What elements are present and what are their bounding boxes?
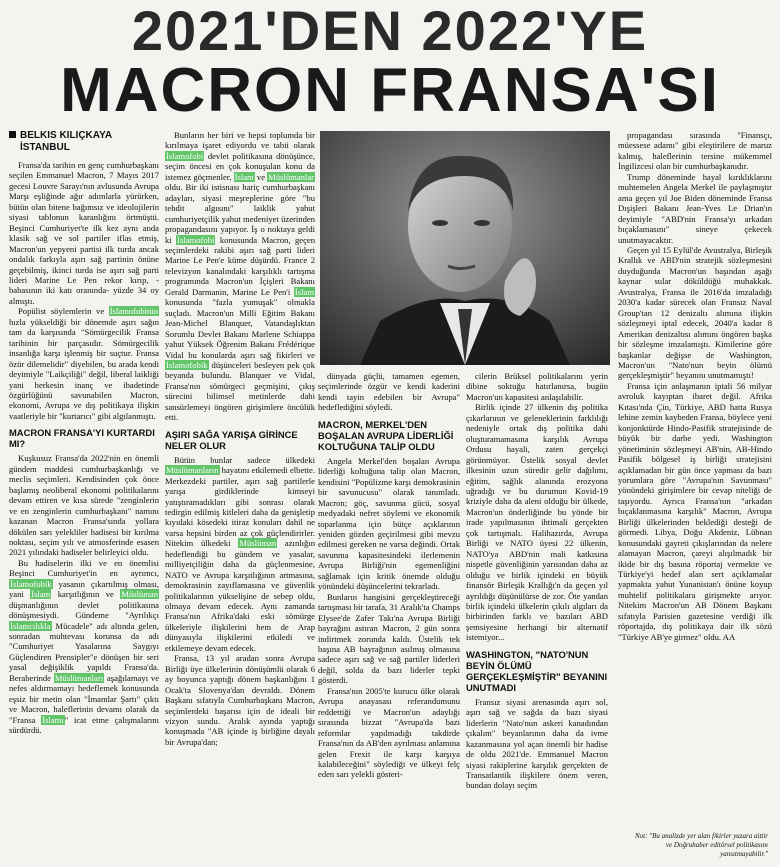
- paragraph: propagandası sırasında "Finansçı, müessese adamı" gibi eleştirilere de maruz kalmış, haleflerinin tersine mükemmel İngilizcesi olan bir cumhurbaşkanıdır.: [618, 130, 772, 172]
- author-city: İSTANBUL: [20, 142, 70, 153]
- paragraph: Trump döneminde hayal kırıklıklarını muhtemelen Angela Merkel ile paylaşmıştır ama geçen yıl Joe Biden döneminde Fransa Dışişleri Bakanı Jean-Yves Le Drian'ın deyimiyle "ABD'nin Fransa'yı arkadan bıçaklamasını" sineye çekecek unutmayacaktır.: [618, 171, 772, 245]
- paragraph: Bunların hangisini gerçekleştireceği tartışması bir tarafa, 31 Aralık'ta Champs Elysee'de Zafer Takı'na Avrupa Birliği bayrağını astıran Macron, 2 gün sonra indirtmek zorunda kaldı. Üstelik tek başına AB bayrağının asılmış olmasına sadece aşırı sağ ve sağ partiler liderleri değil, solda da bazı liderler tepki gösterdi.: [318, 591, 460, 686]
- highlight: İslamı: [42, 714, 64, 725]
- paragraph: cilerin Brüksel politikalarını yerin dibine soktuğu hatırlanırsa, bugün Macron'un kapasitesi anlaşılabilir.: [466, 371, 608, 402]
- paragraph: Bu hadiselerin ilki ve en önemlisi Beşinci Cumhuriyet'in en ayrımcı, İslamofobik yasanın çıkartılmış olması, yani İslam karşıtlığının ve Müslüman düşmanlığının devlet politikasına dönüşmesiydi. Gündeme "Ayrılıkçı İslamcılıkla Mücadele" adı altında gelen, sonradan muhtevası korunsa da adı "Cumhuriyet Yasalarına Saygıyı Güçlendiren Prensipler"e dönüşen bir seri yasal değişiklik yapıldı Fransa'da. Beraberinde Müslümanları aşağılamayı ve nefes aldırmamayı hedeflemek konusunda eşsiz bir metin olan "İmamlar Şartı" çıktı ve Macron, haleflerinin devamı olarak da "Fransa İslamı" icat etme çalışmalarını sürdürdü.: [9, 557, 160, 736]
- highlight: İslamofobi: [166, 150, 204, 161]
- macron-photo: [320, 131, 610, 365]
- portrait-illustration: [320, 131, 610, 365]
- paragraph: Fransa, 13 yıl aradan sonra Avrupa Birliği üye ülkelerinin dönüşümlü olarak 6 ay boyunca yaptığı dönem başkanlığını 1 Ocak'ta Slovenya'dan devraldı. Dönem Başkanı sıfatıyla Cumhurbaşkanı Macron, seçimlerdeki başarısı için de ideali bir vizyon sundu. Aralık ayında yaptığı konuşmada "AB içinde iş birliğine dayalı bir Avrupa'dan;: [165, 653, 315, 747]
- paragraph: Fransız siyasi arenasında aşırı sol, aşırı sağ ve sağda da bazı siyasi liderlerin "Nato'nun askeri kanadından çıkalım" beyanlarının daha da ivme kazanmasına yol açan önemli bir hadise de oldu 2021'de. Emmanuel Macron siyasi rakiplerine karşılık gerçekten de Transatlantik ilişkilere önem veren, bundan dolayı seçim: [466, 696, 608, 791]
- paragraph: Popülist söylemlerin ve İslamofobinin hızla yükseldiği bir dönemde aşırı sağın tam da karşısında "Sömürgecilik Fransa tarihinin bir parçasıdır. Sömürgecilik insanlığa karşı işlenmiş bir suçtur. Fransa özür dilemelidir" diyebilen, bu arada kendi deyimiyle "Laikçiliği" değil, liberal laikliği yani herkesin inanç ve ibadetinde özgürlüğünü savunabilen Macron, ekonomi, Avrupa ve dış politikaya ilişkin vaatleriyle bir "kurtarıcı" gibi algılanmıştı.: [9, 306, 159, 421]
- paragraph: Birlik içinde 27 ülkenin dış politika çıkarlarının ve geleneklerinin farklılığı nedeniyle ortak dış politika dahi oluşturamamasına karşılık Avrupa Ordusu hayali, zaten gerçekçi görünmüyor. Üstelik sosyal devlet ilkesinin uzun süredir gelir dağılımı, eğitim, sağlık alanında erozyona uğradığı ve bu durumun Kovid-19 kriziyle daha da aleni olduğu bir ülkede, Macron'un önderliğinde bu yönde bir irade yapılmasının ihtimali gerçekten çok tartışmalı. Halihazırda, Avrupa Birliği ve NATO üyesi 22 ülkenin, NATO'ya ABD'nin mali katkısına nispetle güvenliğinin yarısından daha az olduğu ve birlik içindeki en büyük finansör Birleşik Krallığı'n da geçen yıl ayrıldığı düşünülürse de zor. Öte yandan birlik içindeki ülkelerin çıkılı algıları da birbirinden farklı ve bazıları ABD şemsiyesine herhangi bir alternatif istemiyor...: [466, 402, 608, 643]
- byline: [9, 130, 159, 154]
- column-3: [318, 371, 460, 780]
- highlight: Müslüman: [121, 589, 158, 600]
- highlight: İslam: [234, 171, 254, 182]
- author-name: BELKIS KILIÇKAYA: [20, 130, 113, 141]
- column-1: [9, 130, 159, 736]
- paragraph: Fransa için anlaşmanın iptali 56 milyar avroluk kayıptan ibaret değil. Afrika Kıtası'nda Çin, Türkiye, ABD hatta Rusya lehine zemin kaybeden Fransa, böylece yeni konjonktürde Hindo-Pasifik stratejisinde de büyük bir darbe yedi. Washington yönetiminin sözleşmeyi AB'nin, AB-Hindo Pasifik bölgesel iş birliği stratejisini açıklamadan bir gün önce yapması da bazı yorumlara göre "Avrupa'nın Savunması" yönündeki girişimlere bir cevap niteliği de taşıyordu. Ayrıca Fransa'nın "arkadan bıçaklanmasına karşılık" Macron, Avrupa Birliği ülkelerinden beklediği desteği de görmedi. Libya, Doğu Akdeniz, Lübnan konusundaki gayreti çıkışlarından da nelere alamayan Macron, çareyi alışılmadık bir ikide bir dış basına röportaj vermekte ve Türkiye'yi hedef alan sert açıklamalar yapmakta yahut Yunanistan'ı önüne koyup muhtelif politikalara girişmekte arıyor. Nitekim Macron'un AB Dönem Başkanı sıfatıyla Parisien gazetesine verdiği ilk röportajda, dış politikaya dair ilk sözü "Türkiye AB'ye girmez" oldu. AA: [618, 380, 772, 642]
- paragraph: Fransa'nın 2005'te kurucu ülke olarak Avrupa anayasası referandumunu reddettiği ve Macron'un adaylığı sırasında bizzat "Avrupa'da bazı reformlar yapılmadığı takdirde Fransa'nın da AB'den ayrılması anlamına gelen Frexit ile karşı karşıya kalabileceğini" söylediği ve ülkeyi felç eden sarı yelekli gösteri-: [318, 685, 460, 780]
- headline-line-2: MACRON FRANSA'SI: [60, 56, 720, 125]
- subheading: MACRON FRANSA'YI KURTARDI MI?: [9, 427, 155, 450]
- subheading: WASHINGTON, "NATO'NUN BEYİN ÖLÜMÜ GERÇEKLEŞMİŞTİR" BEYANINI UNUTMADI: [466, 648, 608, 693]
- highlight: Müslüman: [239, 538, 277, 549]
- paragraph: Angela Merkel'den boşalan Avrupa liderliği koltuğuna talip olan Macron, kendisini "Popülizme karşı demokrasinin bir savunucusu" olarak tanımladı. Macron; göç, savunma gücü, sosyal medyadaki nefret söylemi ve ekonomik toparlanma için bütçe açıklarının yeniden gözden geçirilmesi gibi mevzu edilmesi gereken ne varsa değindi. Ortak savunma kapasitesindeki ilerlemenin Avrupa Birliği'nin egemenliğini sağlamak için kritik önemde olduğu yönündeki düşüncelerini tekrarladı.: [318, 455, 460, 592]
- column-5: [618, 130, 772, 642]
- highlight: Müslümanların: [166, 465, 219, 476]
- highlight: Müslümanlar: [268, 171, 314, 182]
- highlight: İslamofobik: [166, 359, 208, 370]
- paragraph: dünyada güçlü, tamamen egemen, seçimlerinde özgür ve kendi kaderini kendi tayin edebilen bir Avrupa" hedeflediğini söyledi.: [318, 371, 460, 413]
- paragraph: Bunların her biri ve hepsi toplumda bir kırılmaya işaret ediyordu ve tabii olarak İslamofobi devlet politikasına dönüşünce, seçim öncesi en çok konuşulan konu da istemez göçmenler, İslam ve Müslümanlar oldu. Bir iki istisnası hariç cumhurbaşkanı adayları, siyasi meşreplerine göre "bu tehdit algısını" laiklik yahut cumhuriyetçilik yahut medeniyet üzerinden propagandasını yapıyor. İş o noktaya geldi ki İslamofobi konusunda Macron, geçen seçimlerdeki rakibi aşırı sağ parti lideri Marine Le Pen'e küme düşürdü. France 2 televizyon kanalındaki karşılıklı tartışma programında Macron'un İçişleri Bakanı Gerald Darmanin, Marine Le Pen'i İslam konusunda "fazla yumuşak" olmakla suçladı. Macron'un Milli Eğitim Bakanı Jean-Michel Blanquer, Vatandaşlıktan Sorumlu Devlet Bakanı Marlene Schiappa yahut Yüksek Öğrenim Bakanı Frédérique Vidal bu konularda aşırı sağ fikirleri ve İslamofobik düşünceleri besleyen pek çok beyanda bulundu. Blanquer ve Vidal, Fransa'nın sömürgeci geçmişini, çıkış sürecini bilimsel metinlerde dahi sansürlemeyi öngören girişimlere öncülük etti.: [165, 130, 315, 423]
- paragraph: Fransa'da tarihin en genç cumhurbaşkanı seçilen Emmanuel Macron, 7 Mayıs 2017 gecesi Louvre Sarayı'nın avlusunda Avrupa Marşı eşliğinde ağır adımlarla yürürken, bütün olan bitene bağımsız ve ideolojilerin siyasi tablonun karanlığını örtmüştü. Beşinci Cumhuriyet'te ilk kez aynı anda klasik sağ ve sol partiler iflas etmiş, Macron'un yepyeni partisi ilk turda ancak ondalık farkıyla aşırı sağ partinin önüne geçebilmiş, ikinci turda ise aşırı sağ parti lideri Marine Le Pen rekor kırıp, -babasının iki katı oranında- yüzde 34 oy almıştı.: [9, 160, 159, 306]
- editorial-note: Not: "Bu analizde yer alan fikirler yazara aittir ve Doğruhaber editörsel politikasını yansıtmayabilir.": [634, 832, 768, 858]
- highlight: Müslümanları: [54, 672, 104, 683]
- highlight: İslamofobinin: [109, 306, 158, 317]
- highlight: İslam: [31, 589, 51, 600]
- subheading: AŞIRI SAĞA YARIŞA GİRİNCE NELER OLUR: [165, 428, 298, 451]
- column-4: [466, 371, 608, 791]
- highlight: İslam: [294, 286, 314, 297]
- headline-line-1: 2021'DEN 2022'YE: [131, 0, 649, 62]
- highlight: İslamofobi: [177, 234, 215, 245]
- subheading: MACRON, MERKEL'DEN BOŞALAN AVRUPA LİDERLİĞİ KOLTUĞUNA TALİP OLDU: [318, 418, 454, 452]
- highlight: İslamcılıkla: [10, 620, 51, 631]
- paragraph: Kuşkusuz Fransa'da 2022'nin en önemli gündem maddesi cumhurbaşkanlığı ve meclis seçimleri. Kendisinden çok önce başlamış neoliberal ekonomi politikalarını devam ettiren ve kısa sürede "zenginlerin ve en zenginlerin cumhurbaşkanı" namını kazanan Macron Fransa'sında yollara dökülen sarı yelekliler hadisesi bir kırılma noktası, seçim yılı ve atmosferinde esasen 2021 yılındaki hadiseler belirleyici oldu.: [9, 453, 159, 558]
- byline-square-icon: [9, 131, 16, 138]
- paragraph: Bütün bunlar sadece ülkedeki Müslümanların hayatını etkilemedi elbette. Merkezdeki partiler, aşırı sağ partilerle yarışa girdiklerinde kimseyi yatıştıramadıkları gibi sonrası olarak tedirgin edilmiş kitleleri daha da genişletip kıyıdaki kösedeki itiraz konuları dahil ne varsa hepsini birden az çok güçlendirirler. Nitekim ülkedeki Müslüman azınlığın hedeflendiği bu gündem ve yasalar, milliyetçiliğin daha da güçlenmesine, NATO ve Avrupa karşıtlığının artmasına, demokrasinin zayıflamasına ve güvenlik politikalarının yükselişine de sebep oldu, olmaya devam edecek. Aynı zamanda Fransa'nın Afrika'daki eski sömürge ülkeleriyle ilişkilerini hem de Arap dünyasıyla ilişkilerini etkiledi ve etkilemeye devam edecek.: [165, 454, 315, 653]
- column-2: [165, 130, 315, 747]
- highlight: İslamofobik: [10, 578, 52, 589]
- paragraph: Geçen yıl 15 Eylül'de Avustralya, Birleşik Krallık ve ABD'nin stratejik sözleşmesini duyduğunda Macron'un başından aşağı kaynar sular döküldüğü muhakkak. Avustralya, Fransa ile 2016'da imzaladığı 2030'a kadar sürecek olan Fransız Naval Group'tan 12 denizaltı alımına ilişkin sözleşmeyi iptal edecek, 2040'a kadar 8 Amerikan denizaltısı alımını öngören başka bir sözleşme imzalamıştı. Kimilerine göre başkanlar değişse de Washington, Macron'un "Nato'nun beyin ölümü gerçekleşmiştir" beyanını unutmamıştı!: [618, 244, 772, 381]
